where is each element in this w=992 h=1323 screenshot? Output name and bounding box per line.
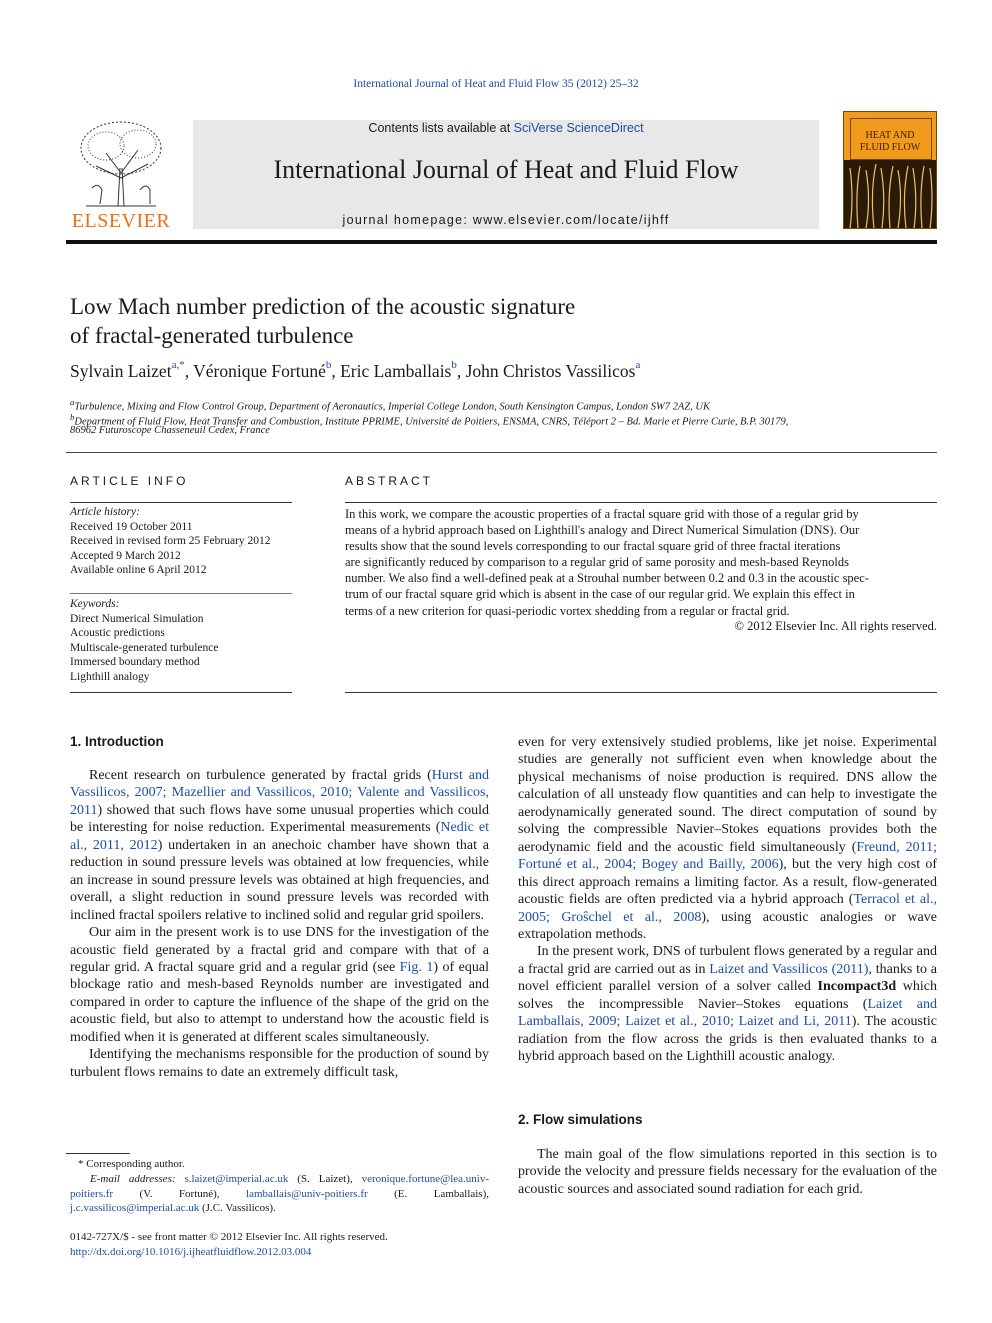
article-history xyxy=(70,505,300,578)
text-run: Recent research on turbulence generated by fractal grids ( xyxy=(89,768,432,783)
abstract-rule xyxy=(345,502,937,503)
history-item: Received in revised form 25 February 2012 xyxy=(70,535,271,547)
abstract-copyright: © 2012 Elsevier Inc. All rights reserved. xyxy=(734,619,937,633)
journal-cover-image xyxy=(843,111,937,229)
contents-prefix: Contents lists available at xyxy=(368,121,514,135)
solver-name: Incompact3d xyxy=(817,979,897,995)
abstract-line: results show that the sound levels corresponding to our fractal square grid of three fractal iterations xyxy=(345,539,841,554)
author-name[interactable]: Sylvain Laizet xyxy=(70,361,172,381)
paragraph-3: Identifying the mechanisms responsible for the production of sound by turbulent flows remains to date an extremely difficult task, xyxy=(70,1047,489,1080)
cover-title-line-1: HEAT AND xyxy=(865,130,915,141)
history-item: Accepted 9 March 2012 xyxy=(70,549,181,562)
text-run: , thanks to a novel efficient parallel version of a solver called xyxy=(518,961,937,995)
abstract-line: trum of our fractal square grid which is absent in the case of our regular grid. We explain this effect in xyxy=(345,587,855,602)
citation-link[interactable]: Hurst and Vassilicos, 2007; Mazellier and Vassilicos, 2010; Valente and Vassilicos, 2011 xyxy=(70,768,489,818)
affiliation-mark: a xyxy=(70,397,75,407)
citation-link[interactable]: Laizet and Lamballais, 2009; Laizet et al., 2010; Laizet and Li, 2011 xyxy=(518,996,938,1030)
email-link[interactable]: j.c.vassilicos@imperial.ac.uk xyxy=(70,1202,200,1214)
text-run: even for very extensively studied problems, like jet noise. Experimental studies are generally not sufficient even when knowledge about the physical mechanisms of noise production is required. DNS allow the calculation of all unsteady flow quantities and can help to investigate the aerodynamically generated sound. The direct computation of sound by solving the compressible Navier–Stokes equations provides both the aerodynamic field and the acoustic field simultaneously ( xyxy=(518,735,937,855)
paragraph-1 xyxy=(70,767,489,924)
author-name[interactable]: Eric Lamballais xyxy=(340,361,452,381)
text-run: which solves the incompressible Navier–Stokes equations ( xyxy=(518,979,937,1012)
right-column xyxy=(518,734,937,1066)
text-run: ) showed that such flows have some unusual properties which could be interesting for noise reduction. Experimental measurements ( xyxy=(70,802,489,836)
keyword: Lighthill analogy xyxy=(70,670,150,683)
paper-title-line-1: Low Mach number prediction of the acoustic signature xyxy=(70,294,576,319)
affiliation-rule xyxy=(66,452,937,453)
author-name[interactable]: Véronique Fortuné xyxy=(193,361,326,381)
figure-link[interactable]: Fig. 1 xyxy=(399,959,434,975)
keywords-rule xyxy=(70,593,292,594)
paper-title xyxy=(70,292,830,350)
abstract-line: are significantly reduced by comparison to a regular grid of same porosity and mesh-based Reynolds xyxy=(345,555,850,570)
citation-link[interactable]: Freund, 2011; Fortuné et al., 2004; Bogey and Bailly, 2006 xyxy=(518,839,937,873)
history-item: Available online 6 April 2012 xyxy=(70,564,207,576)
affiliation-b-cont: 86962 Futuroscope Chasseneuil Cedex, France xyxy=(70,425,270,436)
elsevier-wordmark: ELSEVIER xyxy=(71,210,171,232)
affiliation-text: Turbulence, Mixing and Flow Control Group, Department of Aeronautics, Imperial College London, South Kensington Campus, London SW7 2AZ, UK xyxy=(74,401,711,413)
abstract-line: In this work, we compare the acoustic properties of a fractal square grid with those of a regular grid by xyxy=(345,507,859,521)
article-info-rule xyxy=(70,502,292,503)
email-addresses xyxy=(70,1172,489,1216)
header-rule xyxy=(66,240,937,244)
paragraph-6: The main goal of the flow simulations reported in this section is to provide the velocity and pressure fields necessary for the evaluation of the acoustic sources and associated sound radiation for each grid. xyxy=(518,1147,937,1197)
cover-title-line-2: FLUID FLOW xyxy=(859,142,921,153)
email-owner: (E. Lamballais), xyxy=(367,1187,490,1200)
keyword: Immersed boundary method xyxy=(70,656,200,668)
keywords xyxy=(70,597,300,684)
keyword: Multiscale-generated turbulence xyxy=(70,641,219,654)
affiliation-text: Department of Fluid Flow, Heat Transfer and Combustion, Institute PPRIME, Université de Poitiers, ENSMA, CNRS, Téléport 2 – Bd. Marie et Pierre Curie, B.P. 30179, xyxy=(74,416,789,428)
section-1-heading: 1. Introduction xyxy=(70,734,164,749)
corresponding-note: * Corresponding author. xyxy=(78,1158,185,1170)
article-info-bottom-rule xyxy=(70,692,292,693)
email-owner: (S. Laizet), xyxy=(288,1173,362,1185)
paper-title-line-2: of fractal-generated turbulence xyxy=(70,323,354,348)
email-owner: (J.C. Vassilicos). xyxy=(199,1202,276,1214)
author-affiliation-mark[interactable]: b xyxy=(325,359,332,372)
left-column xyxy=(70,767,489,1081)
issn-line: 0142-727X/$ - see front matter © 2012 Elsevier Inc. All rights reserved. xyxy=(70,1231,388,1243)
abstract-line: means of a hybrid approach based on Lighthill's analogy and Direct Numerical Simulation (DNS). Our xyxy=(345,523,860,538)
keyword: Acoustic predictions xyxy=(70,627,165,639)
author-list: Sylvain Laizet$^{a,*}$, Véronique Fortuné$^b$, Eric Lamballais$^b$, John Christos Vassilicos$^a$ xyxy=(70,359,641,381)
cover-title xyxy=(844,130,936,154)
article-info-heading: ARTICLE INFO xyxy=(70,474,189,488)
email-link[interactable]: veronique.fortune@lea.univ-poitiers.fr xyxy=(70,1173,489,1200)
right-column-sec2 xyxy=(518,1146,937,1198)
abstract-bottom-rule xyxy=(345,692,937,693)
email-owner: (V. Fortuné), xyxy=(113,1187,247,1200)
abstract-line: terms of a new criterion for quasi-periodic vortex shedding from a regular or fractal grid. xyxy=(345,603,790,618)
journal-title: International Journal of Heat and Fluid Flow xyxy=(273,155,739,184)
author-affiliation-mark[interactable]: a,* xyxy=(171,359,185,372)
sciencedirect-link[interactable]: SciVerse ScienceDirect xyxy=(513,121,644,135)
text-run: ). The acoustic radiation from the flow across the grids is then evaluated thanks to a hybrid approach based on the Lighthill acoustic analogy. xyxy=(518,1014,937,1065)
affiliation-mark: b xyxy=(70,412,75,422)
email-label: E-mail addresses: xyxy=(90,1173,176,1185)
text-run: ), using acoustic analogies or wave extrapolation methods. xyxy=(518,909,937,942)
text-run: ) undertaken in an anechoic chamber have shown that a reduction in sound pressure levels was obtained at low frequencies, while an increase in sound pressure levels was obtained at high frequencies, and overall, a slight reduction in sound pressure levels was recorded with inclined fractal spoilers relative to inclined solid and regular grid spoilers. xyxy=(70,837,489,923)
keyword: Direct Numerical Simulation xyxy=(70,612,204,625)
author-affiliation-mark[interactable]: b xyxy=(451,359,457,372)
journal-citation[interactable]: International Journal of Heat and Fluid Flow 35 (2012) 25–32 xyxy=(353,78,639,90)
history-item: Received 19 October 2011 xyxy=(70,520,193,533)
text-run: Our aim in the present work is to use DNS for the investigation of the acoustic field generated by a fractal grid and compare with that of a regular grid. A fractal square grid and a regular grid (see xyxy=(70,925,489,975)
abstract-text xyxy=(345,506,937,619)
history-label: Article history: xyxy=(70,506,140,518)
abstract-heading: ABSTRACT xyxy=(345,474,434,488)
footnote-rule xyxy=(66,1153,130,1154)
author-affiliation-mark[interactable]: a xyxy=(635,359,641,372)
journal-homepage[interactable]: journal homepage: www.elsevier.com/locate/ijhff xyxy=(342,213,670,227)
citation-link[interactable]: Nedic et al., 2011, 2012 xyxy=(70,820,489,853)
paragraph-4 xyxy=(518,734,937,943)
text-run: In the present work, DNS of turbulent flows generated by a regular and a fractal grid are carried out as in xyxy=(518,944,937,977)
paragraph-2 xyxy=(70,924,489,1046)
doi-link[interactable]: http://dx.doi.org/10.1016/j.ijheatfluidflow.2012.03.004 xyxy=(70,1246,312,1258)
author-name[interactable]: John Christos Vassilicos xyxy=(465,361,636,381)
contents-availability xyxy=(193,121,819,135)
email-link[interactable]: lamballais@univ-poitiers.fr xyxy=(246,1187,368,1200)
abstract-line: number. We also find a well-defined peak at a Strouhal number between 0.2 and 0.3 in the acoustic spec- xyxy=(345,571,869,586)
text-run: ), but the very high cost of this direct approach remains a limiting factor. As a result, flow-generated acoustic fields are often predicted via a hybrid approach ( xyxy=(518,857,937,908)
citation-link[interactable]: Terracol et al., 2005; Groŝchel et al., 2008 xyxy=(518,892,938,925)
text-run: ) of equal blockage ratio and mesh-based Reynolds number are investigated and compared in order to capture the influence of the shape of the grid on the acoustic field, but also to attempt to understand how the acoustic field is modified when it is generated at different scales simultaneously. xyxy=(70,959,489,1045)
paragraph-5 xyxy=(518,943,937,1065)
section-2-heading: 2. Flow simulations xyxy=(518,1112,643,1127)
citation-link[interactable]: Laizet and Vassilicos (2011) xyxy=(709,961,869,977)
email-link[interactable]: s.laizet@imperial.ac.uk xyxy=(184,1173,289,1185)
keywords-label: Keywords: xyxy=(70,598,120,610)
cover-flow-graphic xyxy=(844,160,936,228)
